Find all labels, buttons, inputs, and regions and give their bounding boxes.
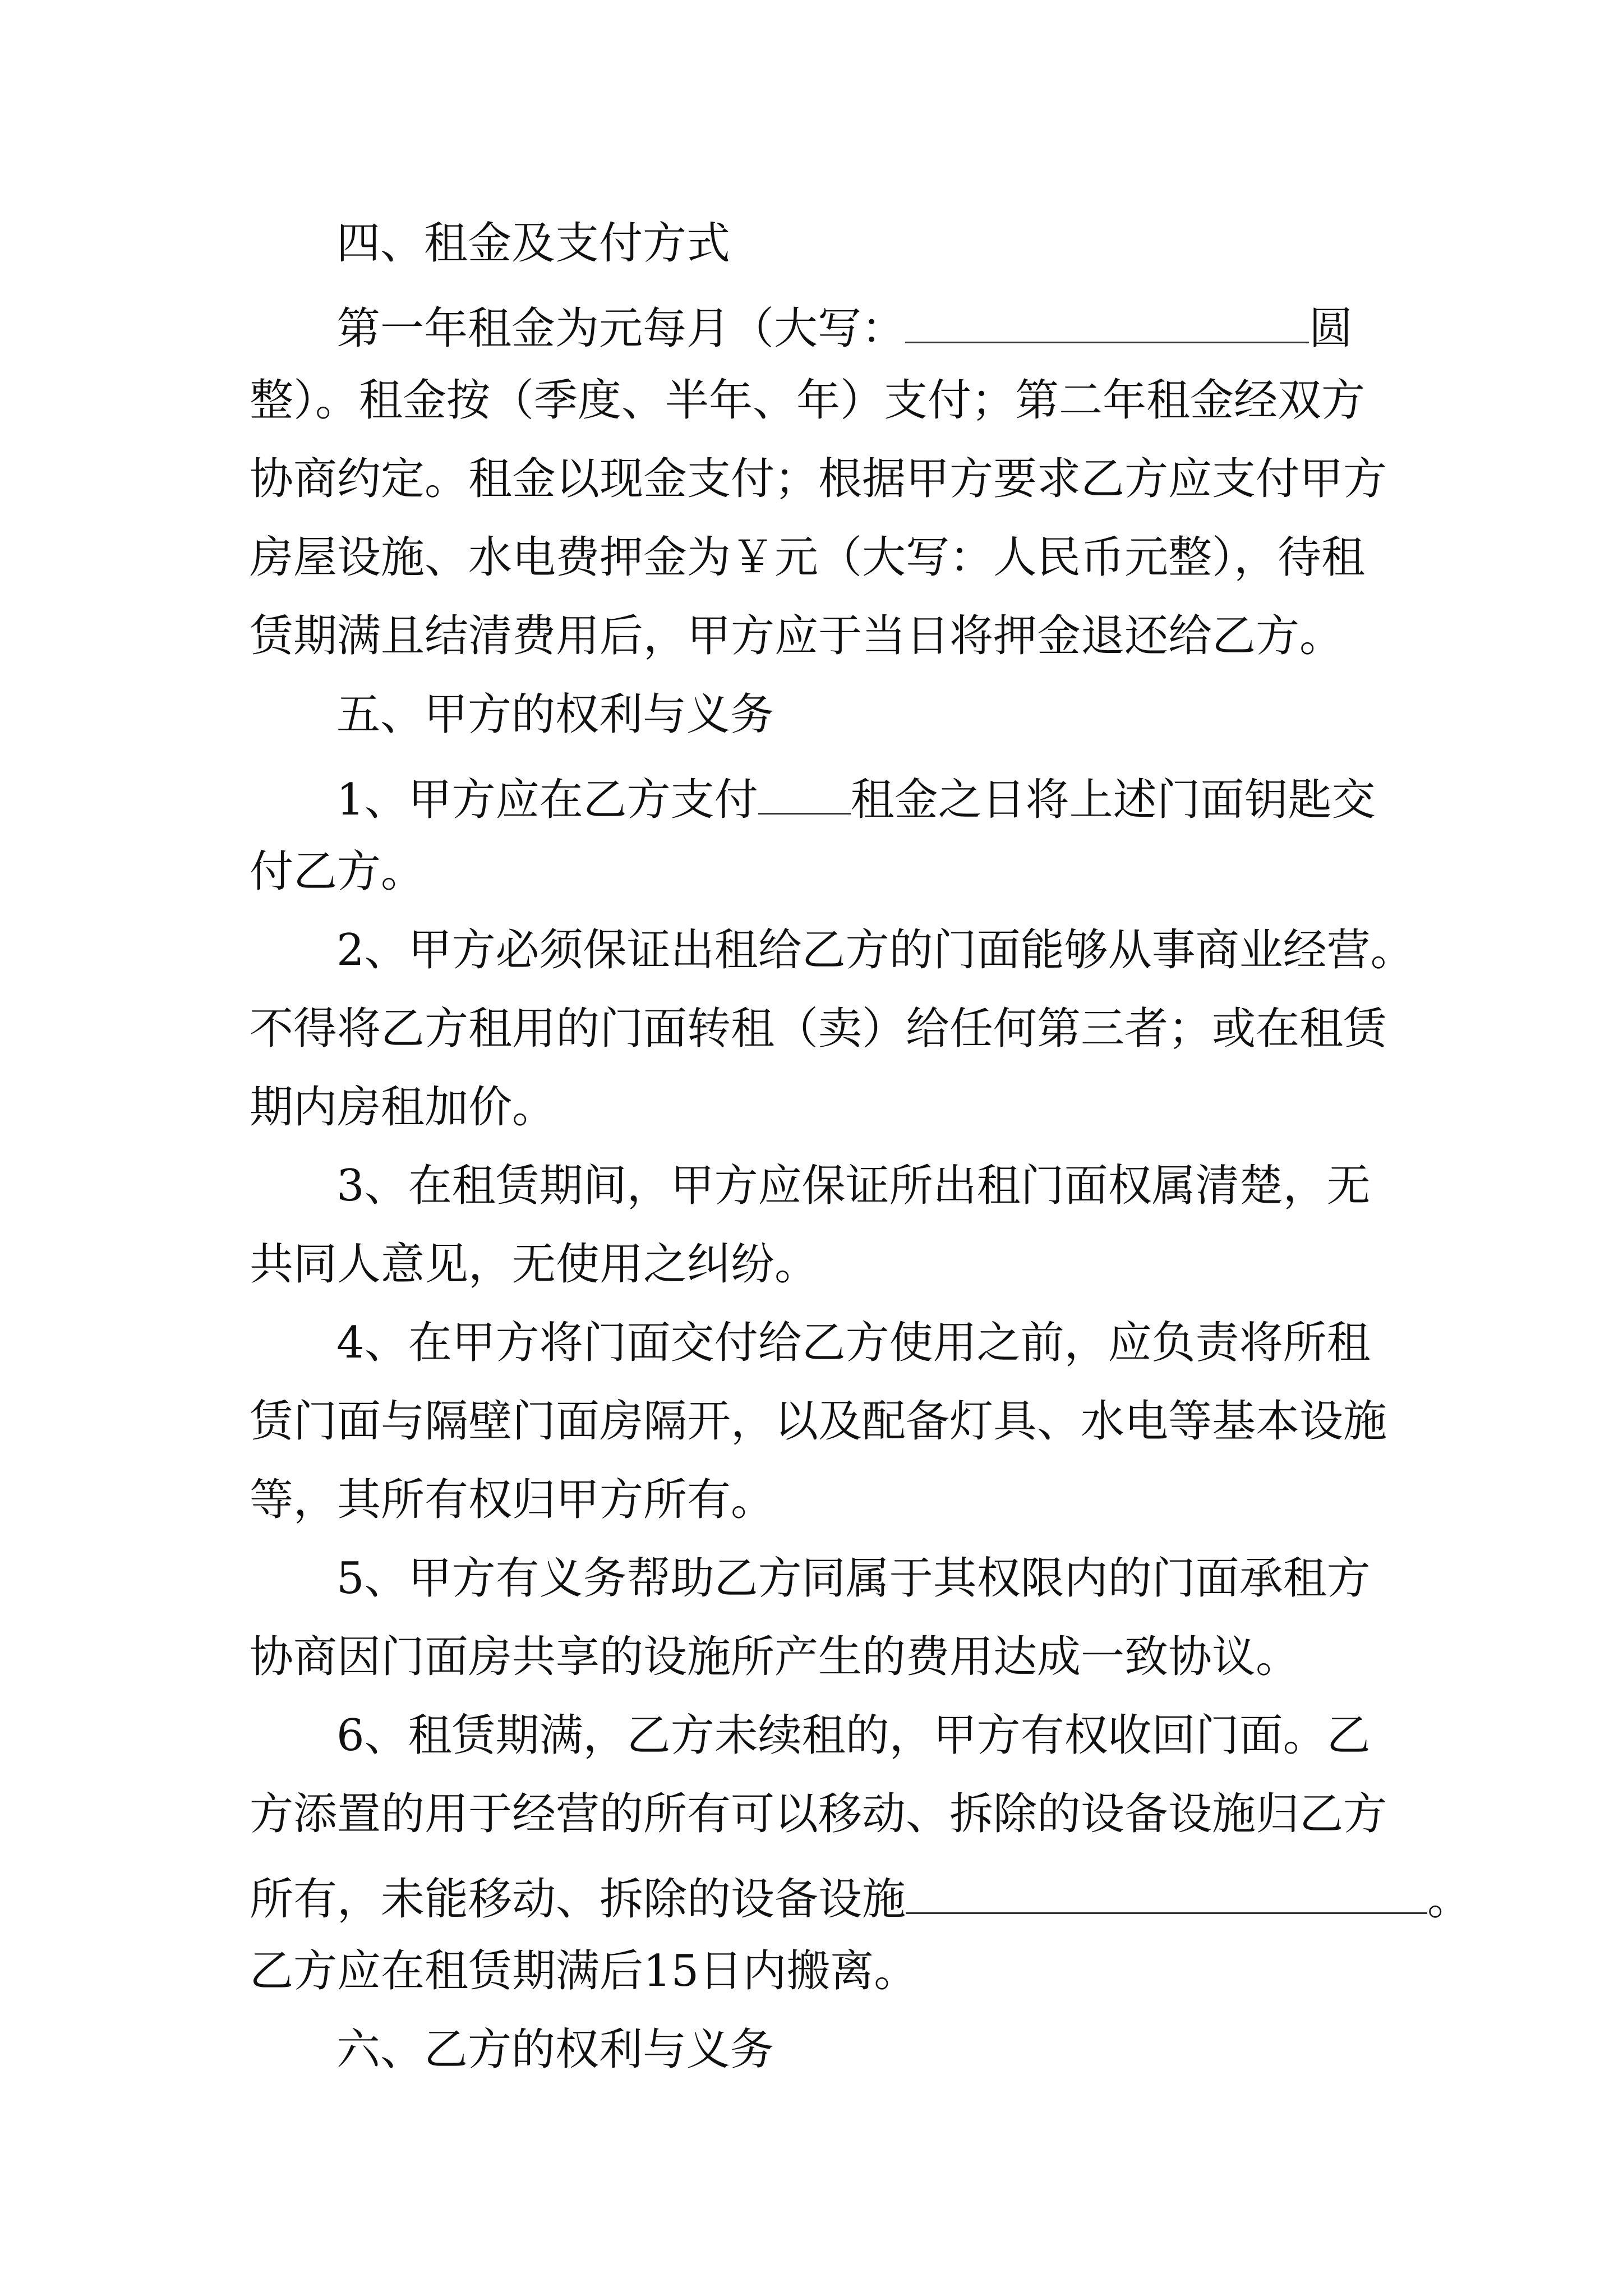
section-heading-rent-payment: 四、租金及支付方式 bbox=[336, 218, 731, 269]
clause-6-line: 6、租赁期满，乙方未续租的，甲方有权收回门面。乙 bbox=[336, 1710, 1371, 1761]
rent-first-year-unit: 圆 bbox=[1309, 303, 1353, 354]
paragraph-line: 等，其所有权归甲方所有。 bbox=[250, 1475, 775, 1525]
paragraph-line: 不得将乙方租用的门面转租（卖）给任何第三者；或在租赁 bbox=[250, 1004, 1387, 1054]
paragraph-line: 房屋设施、水电费押金为￥元（大写：人民币元整），待租 bbox=[250, 532, 1366, 583]
paragraph-line: 期内房租加价。 bbox=[250, 1082, 556, 1133]
paragraph-line: 赁门面与隔壁门面房隔开，以及配备灯具、水电等基本设施 bbox=[250, 1396, 1387, 1447]
clause-1-text-after: 租金之日将上述门面钥匙交 bbox=[850, 775, 1376, 825]
clause-3-line: 3、在租赁期间，甲方应保证所出租门面权属清楚，无 bbox=[336, 1161, 1371, 1211]
paragraph-line: 赁期满且结清费用后，甲方应于当日将押金退还给乙方。 bbox=[250, 611, 1344, 661]
clause-6-equipment-line bbox=[250, 1871, 1471, 1927]
clause-4-line: 4、在甲方将门面交付给乙方使用之前，应负责将所租 bbox=[336, 1318, 1371, 1368]
paragraph-line: 乙方应在租赁期满后15日内搬离。 bbox=[250, 1946, 918, 1996]
clause-1-text-before: 1、甲方应在乙方支付 bbox=[336, 775, 758, 825]
clause-6-blank bbox=[906, 1871, 1427, 1914]
clause-6-period: 。 bbox=[1427, 1874, 1472, 1925]
paragraph-line: 方添置的用于经营的所有可以移动、拆除的设备设施归乙方 bbox=[250, 1789, 1387, 1839]
clause-6-text-before: 所有，未能移动、拆除的设备设施 bbox=[250, 1874, 906, 1925]
paragraph-line: 付乙方。 bbox=[250, 846, 425, 897]
clause-1-line bbox=[336, 771, 1376, 827]
rent-first-year-line bbox=[336, 300, 1353, 356]
paragraph-line: 协商因门面房共享的设施所产生的费用达成一致协议。 bbox=[250, 1632, 1300, 1682]
clause-1-blank bbox=[758, 771, 851, 815]
section-heading-lessor-rights: 五、甲方的权利与义务 bbox=[336, 689, 774, 740]
rent-first-year-text: 第一年租金为元每月（大写： bbox=[336, 303, 906, 354]
paragraph-line: 共同人意见，无使用之纠纷。 bbox=[250, 1239, 819, 1290]
paragraph-line: 协商约定。租金以现金支付；根据甲方要求乙方应支付甲方 bbox=[250, 454, 1387, 504]
clause-5-line: 5、甲方有义务帮助乙方同属于其权限内的门面承租方 bbox=[336, 1553, 1371, 1604]
clause-2-line: 2、甲方必须保证出租给乙方的门面能够从事商业经营。 bbox=[336, 925, 1414, 976]
section-heading-lessee-rights: 六、乙方的权利与义务 bbox=[336, 2024, 774, 2075]
paragraph-line: 整）。租金按（季度、半年、年）支付；第二年租金经双方 bbox=[250, 375, 1366, 426]
amount-in-words-blank bbox=[905, 300, 1309, 343]
